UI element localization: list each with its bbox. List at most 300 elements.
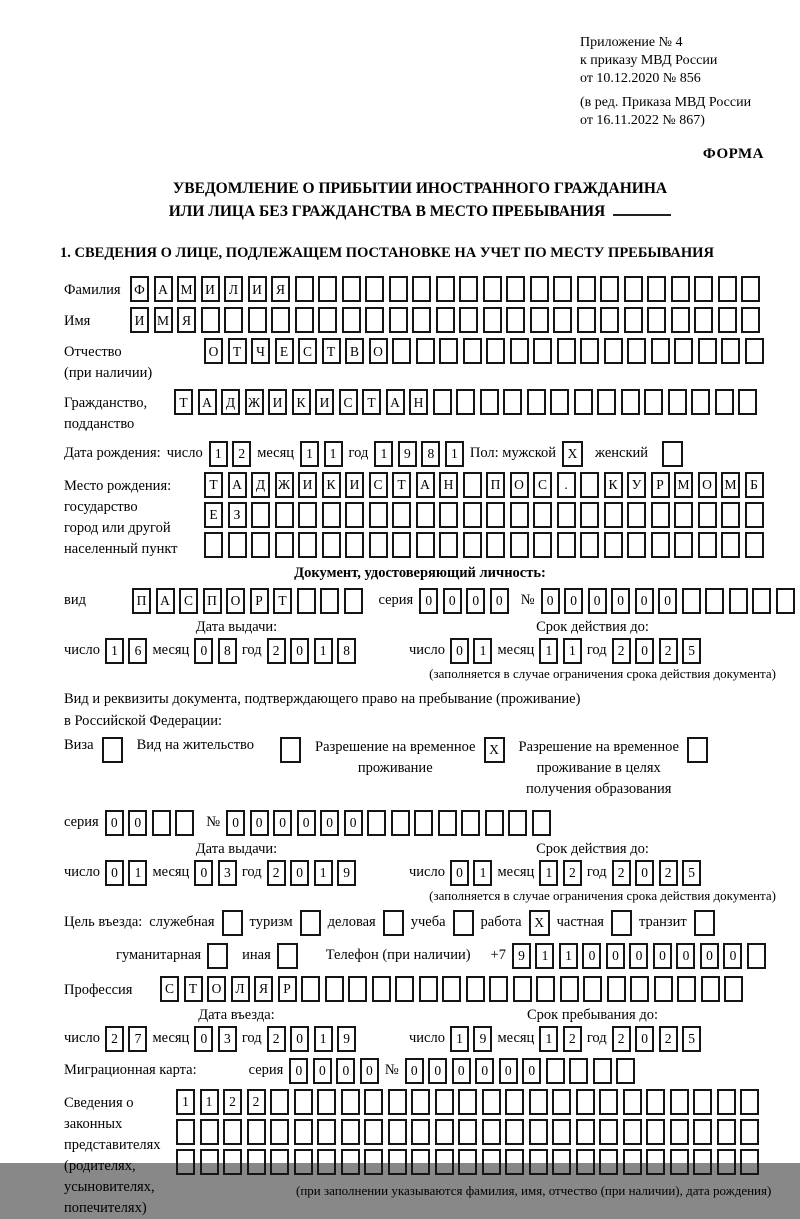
form-cell[interactable]: Н [439,472,458,498]
form-cell[interactable] [693,1089,712,1115]
form-cell[interactable]: И [298,472,317,498]
form-cell[interactable]: О [510,472,529,498]
form-cell[interactable]: 0 [419,588,438,614]
form-cell[interactable] [459,276,478,302]
form-cell[interactable] [747,943,766,969]
form-cell[interactable] [674,532,693,558]
form-cell[interactable] [280,737,301,763]
form-cell[interactable] [344,588,363,614]
form-cell[interactable]: 0 [522,1058,541,1084]
purpose-business-checkbox[interactable] [383,910,404,936]
form-cell[interactable]: 2 [659,1026,678,1052]
form-cell[interactable] [436,307,455,333]
form-cell[interactable] [341,1149,360,1175]
form-cell[interactable] [576,1089,595,1115]
form-cell[interactable] [247,1119,266,1145]
form-cell[interactable]: 1 [200,1089,219,1115]
form-cell[interactable]: 2 [612,1026,631,1052]
form-cell[interactable] [322,532,341,558]
form-cell[interactable] [701,976,720,1002]
form-cell[interactable]: Т [184,976,203,1002]
form-cell[interactable]: 1 [314,860,333,886]
form-cell[interactable]: 0 [564,588,583,614]
form-cell[interactable]: 0 [635,588,654,614]
form-cell[interactable] [456,389,475,415]
form-cell[interactable] [383,910,404,936]
form-cell[interactable]: С [298,338,317,364]
form-cell[interactable] [580,532,599,558]
form-cell[interactable]: Н [409,389,428,415]
sex-female-checkbox[interactable] [662,441,683,467]
form-cell[interactable] [670,1149,689,1175]
form-cell[interactable]: 0 [428,1058,447,1084]
form-cell[interactable]: 3 [218,860,237,886]
form-cell[interactable]: 1 [128,860,147,886]
form-cell[interactable]: О [369,338,388,364]
form-cell[interactable]: К [604,472,623,498]
form-cell[interactable]: 2 [267,638,286,664]
form-cell[interactable] [670,1119,689,1145]
form-cell[interactable]: 0 [405,1058,424,1084]
form-cell[interactable] [298,502,317,528]
form-cell[interactable] [705,588,724,614]
form-cell[interactable]: 2 [267,860,286,886]
form-cell[interactable]: 0 [582,943,601,969]
form-cell[interactable]: П [486,472,505,498]
form-cell[interactable] [533,532,552,558]
form-cell[interactable] [694,276,713,302]
form-cell[interactable] [580,472,599,498]
form-cell[interactable]: 6 [128,638,147,664]
form-cell[interactable] [176,1149,195,1175]
form-cell[interactable]: Ф [130,276,149,302]
form-cell[interactable] [651,502,670,528]
form-cell[interactable] [693,1149,712,1175]
form-cell[interactable] [597,389,616,415]
purpose-humanitarian-checkbox[interactable] [207,943,228,969]
phone-cells[interactable] [512,943,766,969]
form-cell[interactable] [412,307,431,333]
form-cell[interactable] [593,1058,612,1084]
form-cell[interactable] [348,976,367,1002]
form-cell[interactable] [251,502,270,528]
form-cell[interactable]: Р [250,588,269,614]
form-cell[interactable]: 0 [450,860,469,886]
form-cell[interactable] [345,532,364,558]
form-cell[interactable] [533,338,552,364]
form-cell[interactable] [536,976,555,1002]
form-cell[interactable] [176,1119,195,1145]
form-cell[interactable] [294,1149,313,1175]
form-cell[interactable] [530,276,549,302]
form-cell[interactable] [372,976,391,1002]
form-cell[interactable]: 2 [105,1026,124,1052]
form-cell[interactable]: 0 [658,588,677,614]
form-cell[interactable]: 0 [289,1058,308,1084]
form-cell[interactable] [416,338,435,364]
form-cell[interactable]: 0 [336,1058,355,1084]
form-cell[interactable] [412,276,431,302]
form-cell[interactable] [463,502,482,528]
purpose-official-checkbox[interactable] [222,910,243,936]
form-cell[interactable] [745,338,764,364]
form-cell[interactable] [604,502,623,528]
form-cell[interactable]: 7 [128,1026,147,1052]
form-cell[interactable]: 1 [324,441,343,467]
form-cell[interactable] [439,338,458,364]
form-cell[interactable] [677,976,696,1002]
form-cell[interactable]: 1 [539,638,558,664]
form-cell[interactable]: Л [231,976,250,1002]
form-cell[interactable] [776,588,795,614]
form-cell[interactable]: 1 [314,638,333,664]
form-cell[interactable]: 0 [611,588,630,614]
form-cell[interactable] [369,502,388,528]
form-cell[interactable] [270,1119,289,1145]
form-cell[interactable] [646,1119,665,1145]
purpose-tourism-checkbox[interactable] [300,910,321,936]
form-cell[interactable] [599,1119,618,1145]
edu-permit-checkbox[interactable] [687,737,708,763]
form-cell[interactable] [557,502,576,528]
form-cell[interactable]: Д [221,389,240,415]
form-cell[interactable] [529,1149,548,1175]
form-cell[interactable]: Б [745,472,764,498]
form-cell[interactable]: 1 [535,943,554,969]
form-cell[interactable] [364,1089,383,1115]
form-cell[interactable]: 0 [128,810,147,836]
form-cell[interactable] [294,1089,313,1115]
form-cell[interactable] [627,338,646,364]
form-cell[interactable] [671,307,690,333]
form-cell[interactable] [320,588,339,614]
form-cell[interactable] [503,389,522,415]
form-cell[interactable] [251,532,270,558]
form-cell[interactable] [275,532,294,558]
form-cell[interactable] [682,588,701,614]
form-cell[interactable] [741,307,760,333]
form-cell[interactable]: А [386,389,405,415]
form-cell[interactable]: 0 [490,588,509,614]
form-cell[interactable] [342,276,361,302]
visa-checkbox[interactable] [102,737,123,763]
form-cell[interactable]: И [315,389,334,415]
form-cell[interactable]: 1 [300,441,319,467]
form-cell[interactable] [717,1119,736,1145]
form-cell[interactable]: 0 [676,943,695,969]
form-cell[interactable]: 9 [398,441,417,467]
form-cell[interactable] [453,910,474,936]
form-cell[interactable]: 1 [473,860,492,886]
form-cell[interactable] [461,810,480,836]
form-cell[interactable] [466,976,485,1002]
form-cell[interactable]: 0 [466,588,485,614]
form-cell[interactable]: У [627,472,646,498]
form-cell[interactable] [277,943,298,969]
form-cell[interactable] [439,502,458,528]
form-cell[interactable] [715,389,734,415]
form-cell[interactable] [392,338,411,364]
form-cell[interactable]: X [484,737,505,763]
form-cell[interactable]: 8 [218,638,237,664]
form-cell[interactable] [718,276,737,302]
form-cell[interactable]: О [207,976,226,1002]
form-cell[interactable]: М [674,472,693,498]
form-cell[interactable]: А [154,276,173,302]
form-cell[interactable] [365,307,384,333]
form-cell[interactable]: Я [177,307,196,333]
form-cell[interactable] [318,307,337,333]
form-cell[interactable] [577,276,596,302]
form-cell[interactable] [298,532,317,558]
form-cell[interactable] [729,588,748,614]
form-cell[interactable]: 5 [682,860,701,886]
form-cell[interactable] [616,1058,635,1084]
form-cell[interactable]: Т [362,389,381,415]
form-cell[interactable]: И [201,276,220,302]
form-cell[interactable]: Е [204,502,223,528]
form-cell[interactable]: 8 [421,441,440,467]
form-cell[interactable]: П [203,588,222,614]
form-cell[interactable] [527,389,546,415]
form-cell[interactable]: Ж [275,472,294,498]
form-cell[interactable]: 2 [563,1026,582,1052]
form-cell[interactable] [392,502,411,528]
form-cell[interactable]: 0 [250,810,269,836]
form-cell[interactable]: 0 [635,1026,654,1052]
form-cell[interactable]: 0 [443,588,462,614]
form-cell[interactable]: 1 [105,638,124,664]
form-cell[interactable] [207,943,228,969]
form-cell[interactable] [530,307,549,333]
form-cell[interactable] [442,976,461,1002]
form-cell[interactable] [698,502,717,528]
form-cell[interactable]: 0 [360,1058,379,1084]
form-cell[interactable]: Е [275,338,294,364]
form-cell[interactable]: 0 [194,638,213,664]
form-cell[interactable] [317,1149,336,1175]
form-cell[interactable] [483,276,502,302]
form-cell[interactable]: 2 [563,860,582,886]
form-cell[interactable]: 0 [194,1026,213,1052]
form-cell[interactable] [724,976,743,1002]
form-cell[interactable] [102,737,123,763]
form-cell[interactable] [419,976,438,1002]
form-cell[interactable] [392,532,411,558]
form-cell[interactable] [416,532,435,558]
form-cell[interactable] [345,502,364,528]
form-cell[interactable] [738,389,757,415]
form-cell[interactable]: X [529,910,550,936]
form-cell[interactable] [342,307,361,333]
form-cell[interactable] [439,532,458,558]
form-cell[interactable] [654,976,673,1002]
form-cell[interactable] [647,307,666,333]
form-cell[interactable] [317,1119,336,1145]
form-cell[interactable] [510,502,529,528]
form-cell[interactable] [691,389,710,415]
form-cell[interactable]: О [698,472,717,498]
form-cell[interactable] [275,502,294,528]
form-cell[interactable] [569,1058,588,1084]
form-cell[interactable] [391,810,410,836]
form-cell[interactable] [599,1089,618,1115]
form-cell[interactable]: Т [204,472,223,498]
form-cell[interactable] [317,1089,336,1115]
form-cell[interactable] [557,338,576,364]
form-cell[interactable]: А [228,472,247,498]
form-cell[interactable] [623,1149,642,1175]
form-cell[interactable] [486,502,505,528]
purpose-transit-checkbox[interactable] [694,910,715,936]
form-cell[interactable]: 0 [290,860,309,886]
form-cell[interactable] [674,502,693,528]
form-cell[interactable]: Р [278,976,297,1002]
form-cell[interactable] [480,389,499,415]
sex-male-checkbox[interactable] [562,441,583,467]
form-cell[interactable] [300,910,321,936]
form-cell[interactable] [295,276,314,302]
form-cell[interactable] [698,532,717,558]
form-cell[interactable] [505,1149,524,1175]
form-cell[interactable] [506,307,525,333]
form-cell[interactable]: 1 [473,638,492,664]
form-cell[interactable]: Я [254,976,273,1002]
form-cell[interactable] [341,1089,360,1115]
form-cell[interactable] [745,532,764,558]
form-cell[interactable] [463,532,482,558]
form-cell[interactable]: 9 [512,943,531,969]
form-cell[interactable]: 9 [473,1026,492,1052]
temp-permit-checkbox[interactable] [484,737,505,763]
form-cell[interactable] [623,1119,642,1145]
form-cell[interactable]: 0 [653,943,672,969]
form-cell[interactable] [513,976,532,1002]
form-cell[interactable] [662,441,683,467]
form-cell[interactable]: 0 [452,1058,471,1084]
form-cell[interactable] [322,502,341,528]
form-cell[interactable] [630,976,649,1002]
form-cell[interactable] [414,810,433,836]
form-cell[interactable] [228,532,247,558]
form-cell[interactable] [200,1149,219,1175]
form-cell[interactable]: К [322,472,341,498]
form-cell[interactable] [223,1149,242,1175]
form-cell[interactable] [651,338,670,364]
form-cell[interactable] [364,1149,383,1175]
form-cell[interactable]: С [533,472,552,498]
form-cell[interactable]: С [369,472,388,498]
form-cell[interactable] [223,1119,242,1145]
form-cell[interactable]: 2 [267,1026,286,1052]
form-cell[interactable] [505,1089,524,1115]
form-cell[interactable] [458,1089,477,1115]
form-cell[interactable] [599,1149,618,1175]
form-cell[interactable]: Р [651,472,670,498]
form-cell[interactable] [698,338,717,364]
form-cell[interactable] [297,588,316,614]
form-cell[interactable] [694,910,715,936]
form-cell[interactable]: 1 [209,441,228,467]
form-cell[interactable] [270,1149,289,1175]
form-cell[interactable] [416,502,435,528]
form-cell[interactable]: А [156,588,175,614]
form-cell[interactable] [646,1149,665,1175]
form-cell[interactable]: М [154,307,173,333]
form-cell[interactable] [463,338,482,364]
form-cell[interactable]: 2 [232,441,251,467]
form-cell[interactable]: 0 [635,638,654,664]
form-cell[interactable] [222,910,243,936]
form-cell[interactable] [580,338,599,364]
form-cell[interactable] [175,810,194,836]
form-cell[interactable]: И [345,472,364,498]
form-cell[interactable]: Д [251,472,270,498]
form-cell[interactable] [550,389,569,415]
form-cell[interactable]: 1 [559,943,578,969]
form-cell[interactable] [740,1089,759,1115]
form-cell[interactable]: 0 [320,810,339,836]
form-cell[interactable]: 1 [563,638,582,664]
form-cell[interactable] [295,307,314,333]
form-cell[interactable] [458,1149,477,1175]
form-cell[interactable]: X [562,441,583,467]
form-cell[interactable]: 1 [450,1026,469,1052]
form-cell[interactable] [247,1149,266,1175]
form-cell[interactable]: 0 [226,810,245,836]
form-cell[interactable] [668,389,687,415]
form-cell[interactable] [624,276,643,302]
form-cell[interactable]: К [292,389,311,415]
form-cell[interactable] [574,389,593,415]
form-cell[interactable]: 0 [105,810,124,836]
form-cell[interactable] [433,389,452,415]
form-cell[interactable] [510,532,529,558]
form-cell[interactable] [435,1149,454,1175]
form-cell[interactable]: 0 [475,1058,494,1084]
form-cell[interactable]: 2 [223,1089,242,1115]
form-cell[interactable] [741,276,760,302]
form-cell[interactable] [435,1119,454,1145]
form-cell[interactable] [745,502,764,528]
form-cell[interactable] [721,502,740,528]
form-cell[interactable] [621,389,640,415]
form-cell[interactable] [557,532,576,558]
form-cell[interactable]: 2 [659,860,678,886]
form-cell[interactable]: 0 [588,588,607,614]
purpose-other-checkbox[interactable] [277,943,298,969]
form-cell[interactable] [721,338,740,364]
form-cell[interactable] [459,307,478,333]
form-cell[interactable]: 0 [290,638,309,664]
form-cell[interactable] [552,1089,571,1115]
form-cell[interactable]: А [416,472,435,498]
form-cell[interactable]: 1 [445,441,464,467]
form-cell[interactable]: З [228,502,247,528]
form-cell[interactable]: 9 [337,860,356,886]
form-cell[interactable]: 1 [539,1026,558,1052]
form-cell[interactable]: С [160,976,179,1002]
form-cell[interactable] [740,1149,759,1175]
form-cell[interactable] [604,338,623,364]
form-cell[interactable] [201,307,220,333]
form-cell[interactable]: Т [273,588,292,614]
form-cell[interactable] [508,810,527,836]
form-cell[interactable] [485,810,504,836]
form-cell[interactable]: 2 [612,638,631,664]
form-cell[interactable]: 2 [659,638,678,664]
form-cell[interactable] [721,532,740,558]
